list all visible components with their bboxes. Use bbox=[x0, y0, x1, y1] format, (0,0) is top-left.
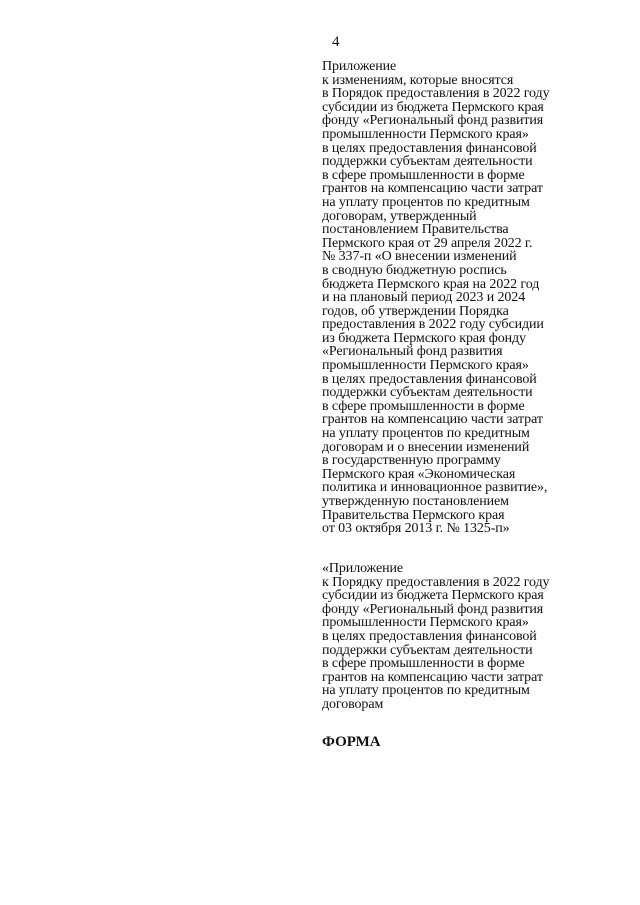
annex-line: промышленности Пермского края» bbox=[322, 615, 529, 631]
annex-line: в сфере промышленности в форме bbox=[322, 167, 525, 183]
annex-line: договорам, утвержденный bbox=[322, 208, 477, 224]
annex-line: и на плановый период 2023 и 2024 bbox=[322, 290, 526, 306]
annex-line: поддержки субъектам деятельности bbox=[322, 642, 533, 658]
annex-line: в целях предоставления финансовой bbox=[322, 628, 537, 644]
annex-line: в сфере промышленности в форме bbox=[322, 656, 525, 672]
annex-line: бюджета Пермского края на 2022 год bbox=[322, 276, 540, 292]
annex-line: из бюджета Пермского края фонду bbox=[322, 330, 526, 346]
annex-line: договорам bbox=[322, 696, 384, 712]
annex-line: в Порядок предоставления в 2022 году bbox=[322, 86, 550, 102]
annex-line: «Приложение bbox=[322, 561, 404, 576]
annex-line: Приложение bbox=[322, 59, 397, 74]
annex-line: «Региональный фонд развития bbox=[322, 344, 503, 360]
annex-line: фонду «Региональный фонд развития bbox=[322, 113, 544, 129]
annex-line: в целях предоставления финансовой bbox=[322, 140, 537, 156]
annex-heading-procedure bbox=[322, 562, 549, 712]
annex-line: Пермского края от 29 апреля 2022 г. bbox=[322, 235, 533, 251]
annex-line: Правительства Пермского края bbox=[322, 507, 505, 523]
annex-line: грантов на компенсацию части затрат bbox=[322, 669, 543, 685]
annex-line: политика и инновационное развитие», bbox=[322, 480, 548, 496]
annex-heading-amendments bbox=[322, 60, 549, 536]
annex-line: промышленности Пермского края» bbox=[322, 358, 529, 374]
annex-line: в целях предоставления финансовой bbox=[322, 371, 537, 387]
annex-line: в сводную бюджетную роспись bbox=[322, 262, 507, 278]
annex-line: на уплату процентов по кредитным bbox=[322, 683, 530, 699]
annex-line: к Порядку предоставления в 2022 году bbox=[322, 574, 550, 590]
annex-line: в сфере промышленности в форме bbox=[322, 398, 525, 414]
annex-line: в государственную программу bbox=[322, 453, 501, 469]
annex-line: годов, об утверждении Порядка bbox=[322, 303, 509, 319]
annex-line: на уплату процентов по кредитным bbox=[322, 426, 530, 442]
annex-line: грантов на компенсацию части затрат bbox=[322, 181, 543, 197]
annex-line: к изменениям, которые вносятся bbox=[322, 72, 514, 88]
annex-line: грантов на компенсацию части затрат bbox=[322, 412, 543, 428]
annex-line: договорам и о внесении изменений bbox=[322, 439, 530, 455]
annex-line: на уплату процентов по кредитным bbox=[322, 194, 530, 210]
annex-line: Пермского края «Экономическая bbox=[322, 466, 516, 482]
annex-line: постановлением Правительства bbox=[322, 222, 509, 238]
annex-line: предоставления в 2022 году субсидии bbox=[322, 317, 544, 333]
annex-line: поддержки субъектам деятельности bbox=[322, 154, 533, 170]
annex-line: поддержки субъектам деятельности bbox=[322, 385, 533, 401]
annex-line: фонду «Региональный фонд развития bbox=[322, 601, 544, 617]
annex-line: субсидии из бюджета Пермского края bbox=[322, 99, 544, 115]
annex-line: № 337-п «О внесении изменений bbox=[322, 249, 517, 265]
annex-line: утвержденную постановлением bbox=[322, 494, 509, 509]
page-number: 4 bbox=[332, 34, 340, 50]
annex-line: промышленности Пермского края» bbox=[322, 126, 529, 142]
annex-line: субсидии из бюджета Пермского края bbox=[322, 588, 544, 604]
form-label: ФОРМА bbox=[322, 734, 381, 750]
annex-line: от 03 октября 2013 г. № 1325-п» bbox=[322, 521, 510, 537]
